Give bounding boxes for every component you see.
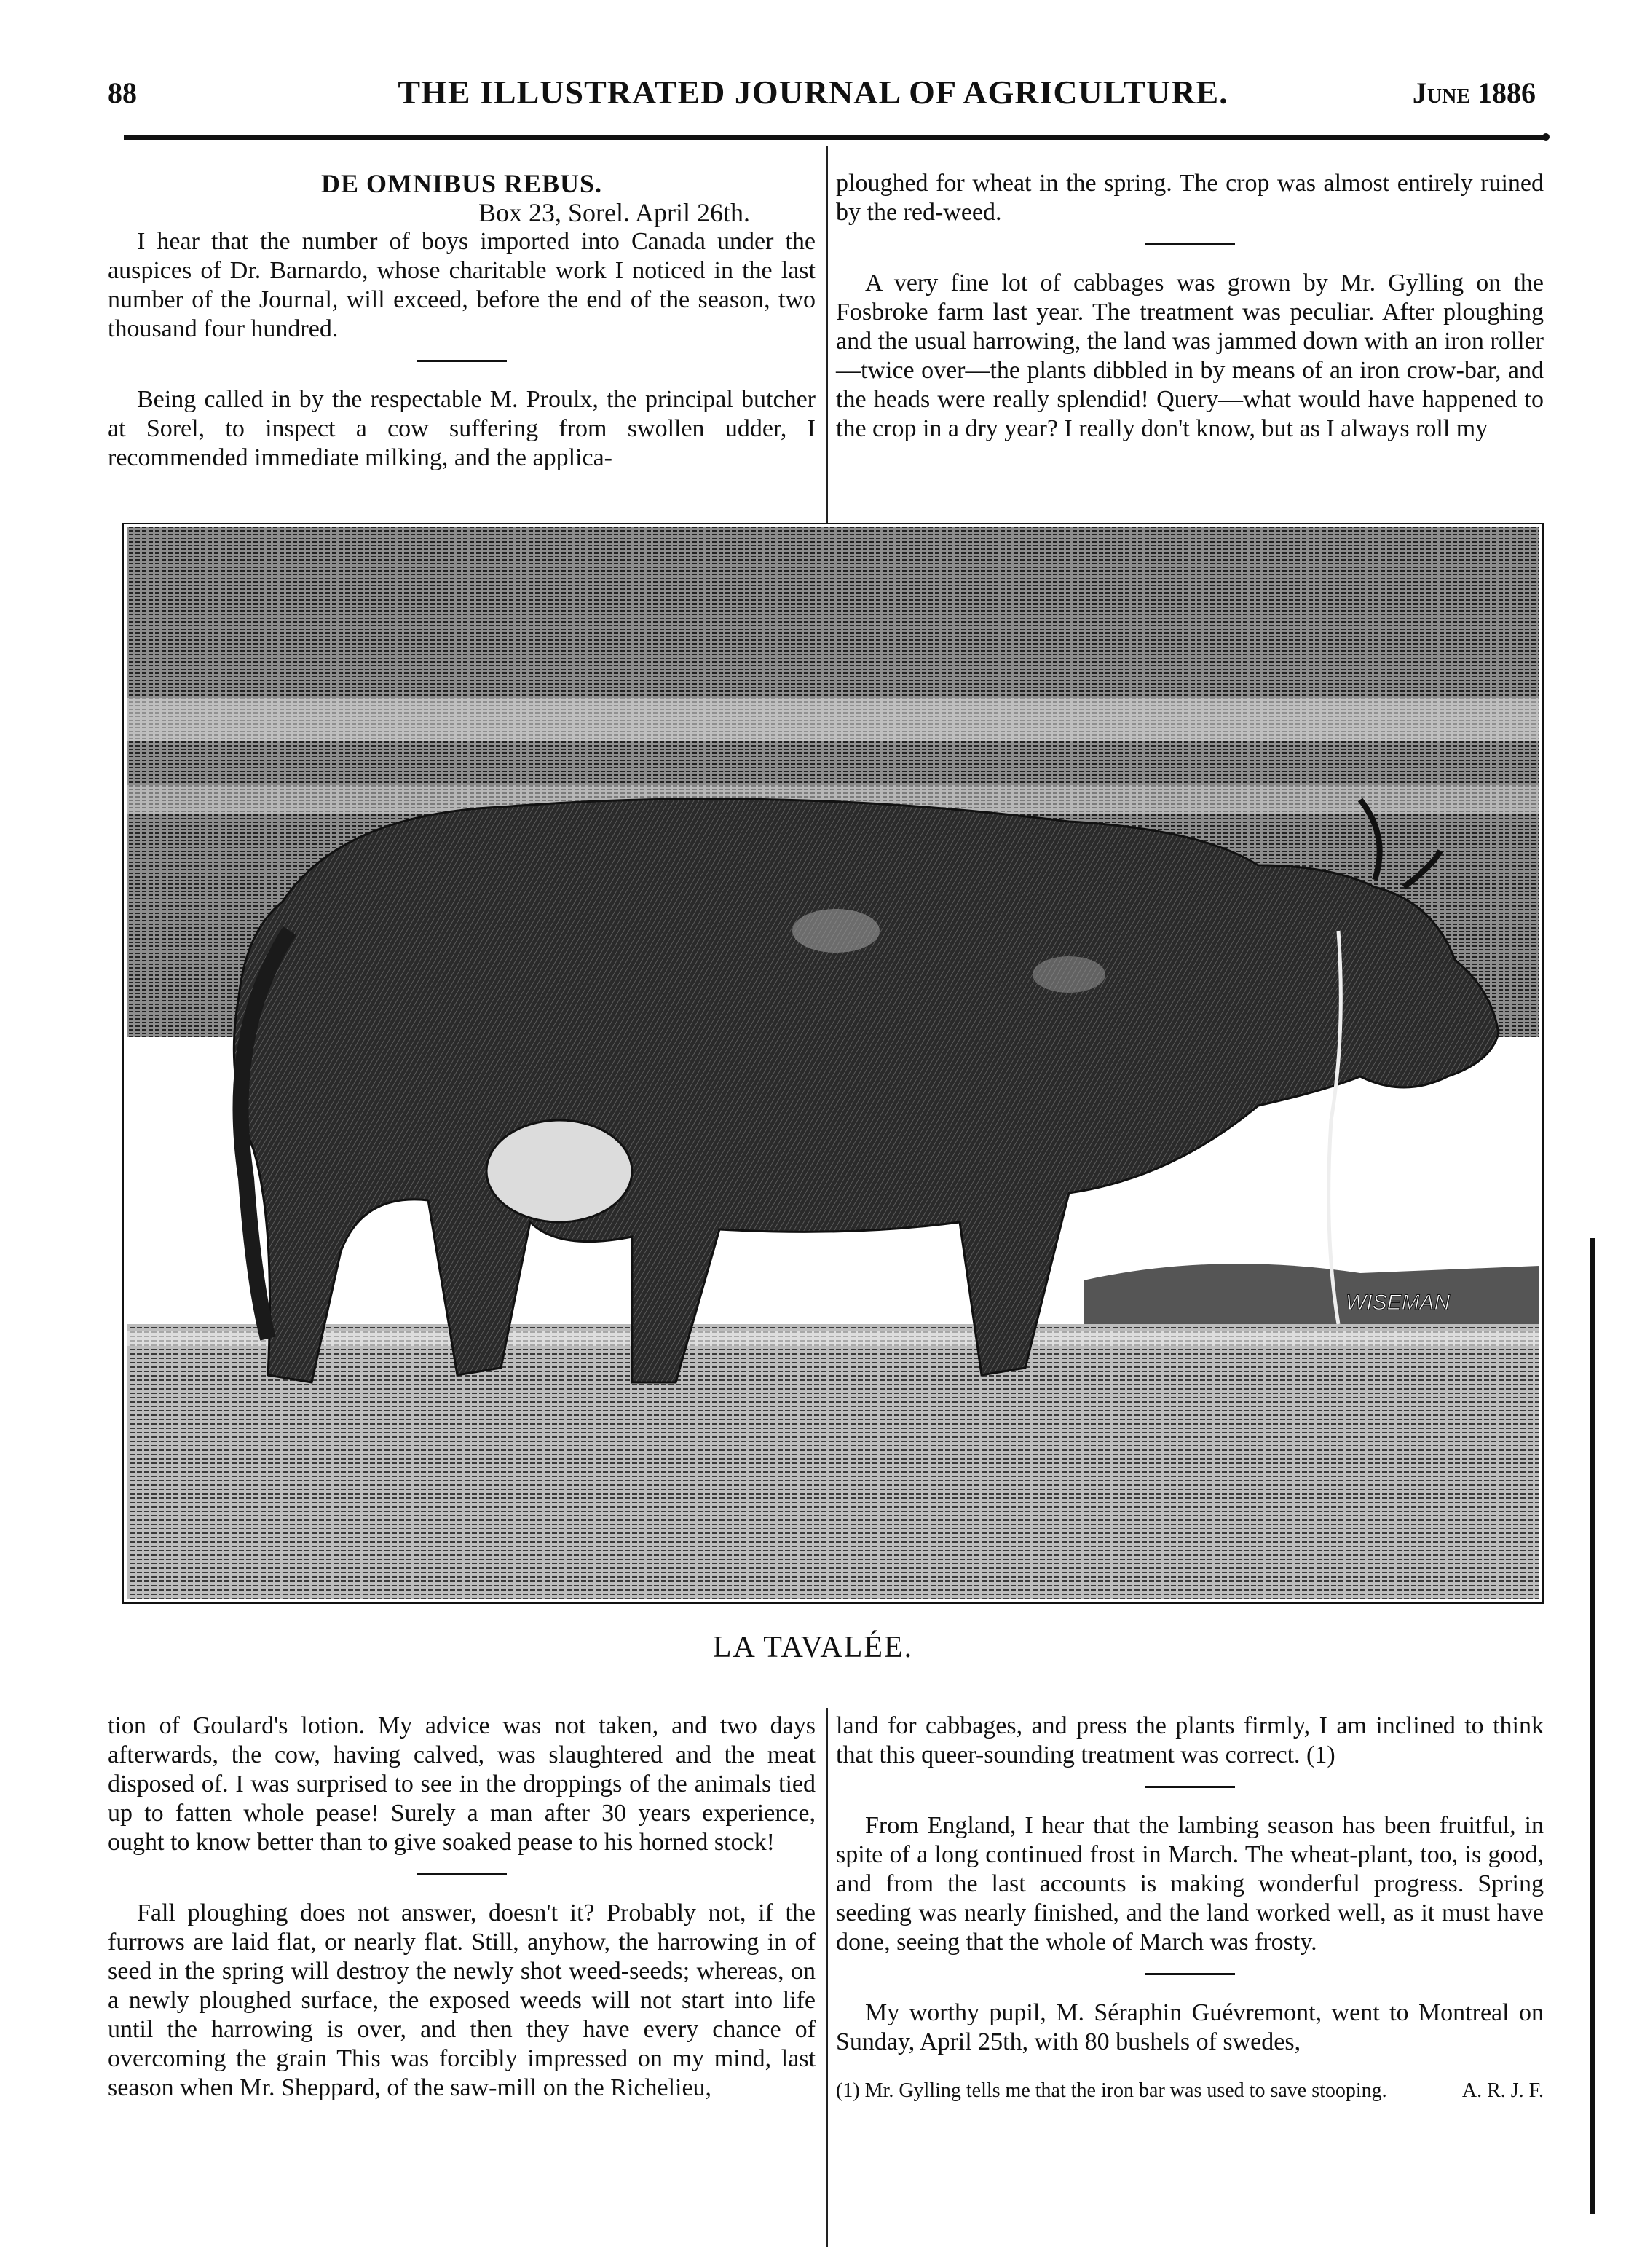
paragraph: ploughed for wheat in the spring. The crop was almost entirely ruined by the red-weed. <box>836 170 1544 226</box>
article-column-bottom-left <box>108 1712 816 2103</box>
column-divider-bottom <box>826 1708 828 2247</box>
author-initials: A. R. J. F. <box>1461 2079 1544 2102</box>
ground <box>127 1324 1539 1599</box>
paragraph: From England, I hear that the lambing season has been fruitful, in spite of a long continued frost in March. The wheat-plant, too, is good, and from the last accounts is making wonderful progress. Spring seeding was nearly finished, and the land worked well, as it must have done, seeing that the whole of March was frosty. <box>836 1812 1544 1956</box>
article-column-top-right <box>836 169 1544 444</box>
cow-udder <box>486 1120 632 1222</box>
header-rule-ornament <box>1542 133 1550 141</box>
section-title: DE OMNIBUS REBUS. <box>320 169 603 198</box>
journal-title: THE ILLUSTRATED JOURNAL OF AGRICULTURE. <box>398 74 1228 111</box>
article-column-top-left <box>108 169 816 473</box>
header-rule <box>124 135 1544 140</box>
section-separator <box>1145 1786 1235 1788</box>
paragraph: I hear that the number of boys imported into Canada under the auspices of Dr. Barnardo, whose charitable work I noticed in the last number of the Journal, will exceed, before the end of the season, two thousand four hundred. <box>108 228 816 342</box>
illustration-caption: LA TAVALÉE. <box>712 1631 914 1664</box>
paragraph: land for cabbages, and press the plants firmly, I am inclined to think that this queer-sounding treatment was correct. (1) <box>836 1712 1544 1768</box>
article-column-bottom-right <box>836 1712 1544 2103</box>
paragraph: A very fine lot of cabbages was grown by Mr. Gylling on the Fosbroke farm last year. The treatment was peculiar. After ploughing and the usual harrowing, the land was jammed down with an iron roller—twice over—the plants dibbled in by means of an iron crow-bar, and the heads were really splendid! Query—what would have happened to the crop in a dry year? I really don't know, but as I always roll my <box>836 269 1544 442</box>
section-separator <box>1145 1973 1235 1975</box>
dateline: Box 23, Sorel. April 26th. <box>478 198 750 227</box>
page-number: 88 <box>108 76 137 109</box>
paragraph: Being called in by the respectable M. Proulx, the principal butcher at Sorel, to inspect a cow suffering from swollen udder, I recommended immediate milking, and the applica- <box>108 386 816 471</box>
paragraph: Fall ploughing does not answer, doesn't it? Probably not, if the furrows are laid flat, or nearly flat. Still, anyhow, the harrowing in of seed in the spring will destroy the newly shot weed-seeds; whereas, on a newly ploughed surface, the exposed weeds will not start into life until the harrowing is over, and then they have every chance of overcoming the grain This was forcibly impressed on my mind, last season when Mr. Sheppard, of the saw-mill on the Richelieu, <box>108 1899 816 2101</box>
paragraph: tion of Goulard's lotion. My advice was not taken, and two days afterwards, the cow, having calved, was slaughtered and the meat disposed of. I was surprised to see in the droppings of the animals tied up to fatten whole pease! Surely a man after 30 years experience, ought to know better than to give soaked pease to his horned stock! <box>108 1712 816 1856</box>
section-separator <box>1145 243 1235 245</box>
page-edge-rule <box>1590 1238 1595 2214</box>
paragraph: My worthy pupil, M. Séraphin Guévremont, went to Montreal on Sunday, April 25th, with 80 bushels of swedes, <box>836 1999 1544 2055</box>
distant-hills <box>1084 1264 1539 1331</box>
column-divider-top <box>826 146 828 539</box>
issue-date: June 1886 <box>1412 76 1536 109</box>
footnote <box>836 2079 1544 2103</box>
cow-engraving <box>122 523 1544 1604</box>
footnote-text: (1) Mr. Gylling tells me that the iron bar was used to save stooping. <box>836 2079 1387 2102</box>
section-separator <box>417 1873 507 1875</box>
section-separator <box>417 360 507 362</box>
engraver-signature: WISEMAN <box>1346 1291 1451 1315</box>
